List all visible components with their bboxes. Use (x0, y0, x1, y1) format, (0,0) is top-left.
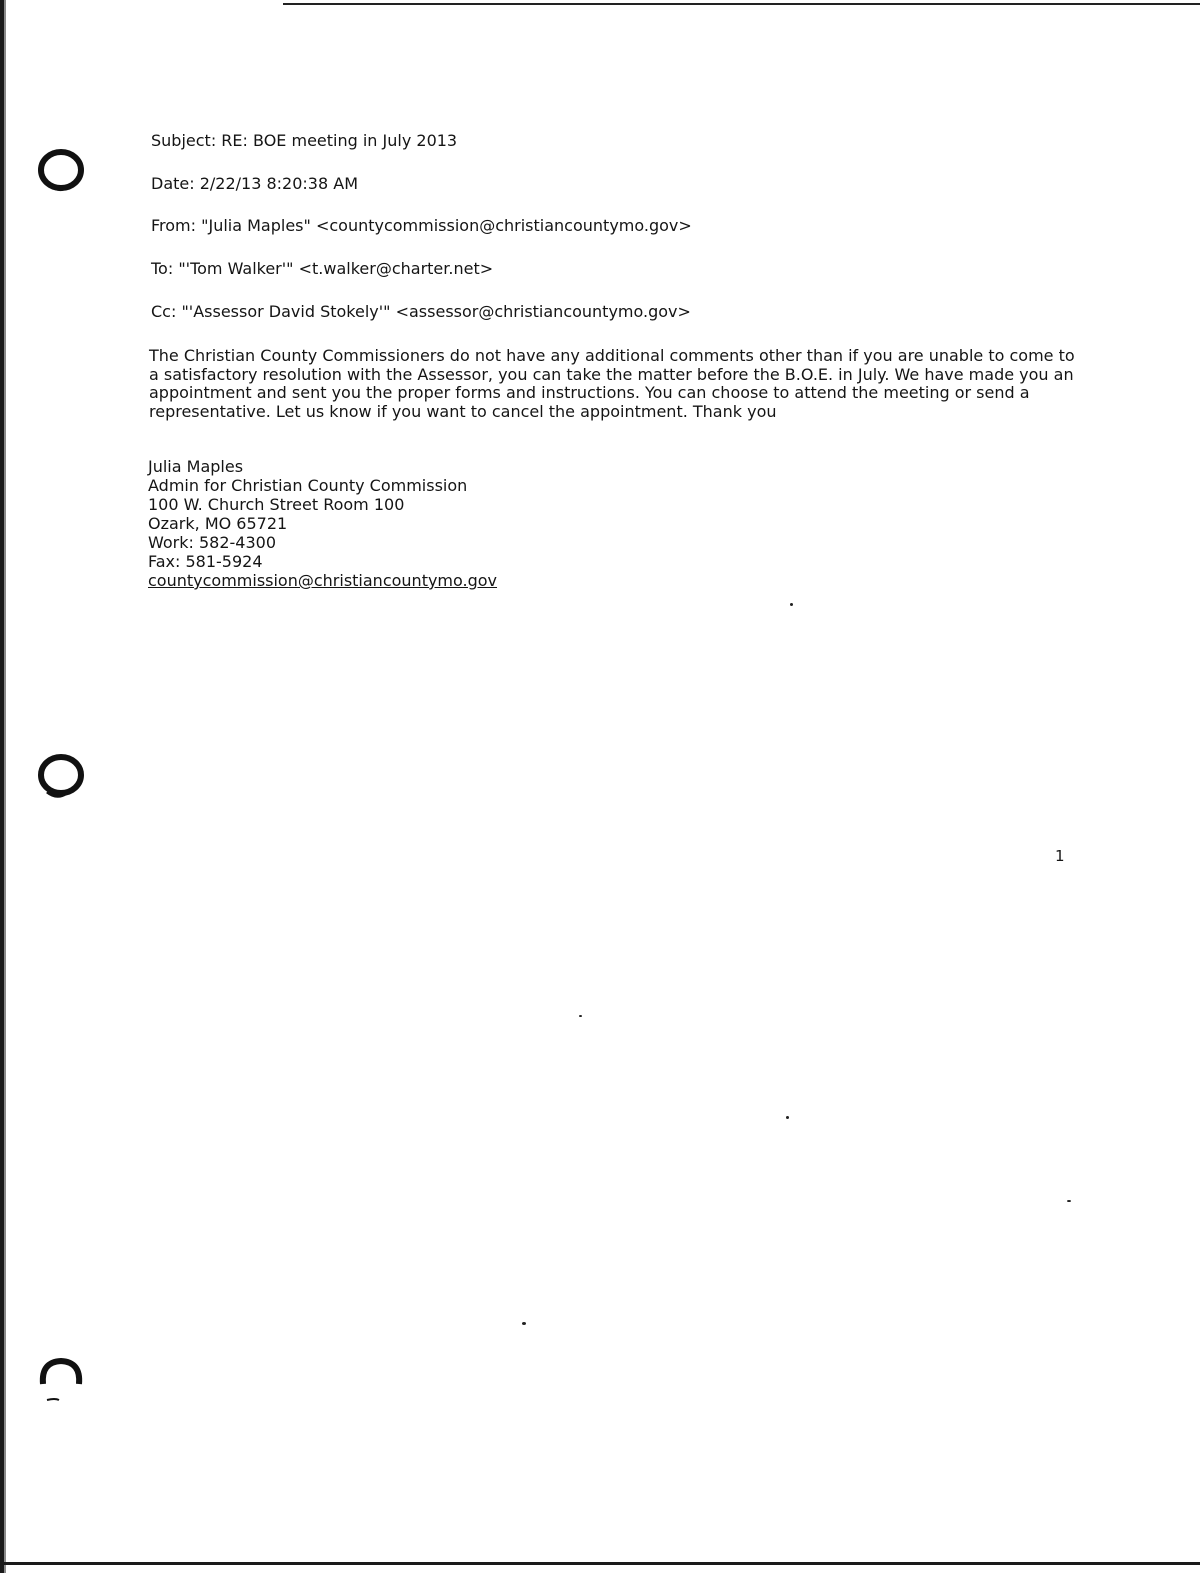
email-cc: Cc: "'Assessor David Stokely'" <assessor@christiancountymo.gov> (151, 302, 691, 321)
page-mark: 1 (1055, 847, 1065, 865)
signature-fax: Fax: 581-5924 (148, 552, 263, 571)
punch-hole-icon (37, 147, 85, 195)
scan-speck (522, 1322, 526, 1325)
email-date: Date: 2/22/13 8:20:38 AM (151, 174, 358, 193)
signature-street: 100 W. Church Street Room 100 (148, 495, 405, 514)
scan-speck (579, 1015, 582, 1017)
email-to: To: "'Tom Walker'" <t.walker@charter.net> (151, 259, 494, 278)
scan-speck (786, 1116, 789, 1119)
email-subject: Subject: RE: BOE meeting in July 2013 (151, 131, 458, 150)
email-from: From: "Julia Maples" <countycommission@christiancountymo.gov> (151, 216, 692, 235)
scan-speck (790, 603, 793, 606)
scan-bottom-edge (0, 1562, 1200, 1565)
email-body: The Christian County Commissioners do not have any additional comments other than if you are unable to come to a satisfactory resolution with the Assessor, you can take the matter before the B.O.E. in July. We have made you an appointment and sent you the proper forms and instructions. You can choose to attend the meeting or send a representative. Let us know if you want to cancel the appointment. Thank you (149, 346, 1075, 421)
signature-email-link[interactable]: countycommission@christiancountymo.gov (148, 571, 498, 590)
punch-hole-icon (37, 1356, 85, 1404)
signature-city: Ozark, MO 65721 (148, 514, 288, 533)
scan-top-edge (283, 3, 1200, 5)
scan-left-edge-shadow (4, 0, 6, 1573)
signature-name: Julia Maples (148, 457, 244, 476)
punch-hole-icon (37, 752, 85, 800)
scan-speck (1067, 1200, 1071, 1202)
email-signature (148, 457, 497, 590)
signature-work-phone: Work: 582-4300 (148, 533, 277, 552)
signature-title: Admin for Christian County Commission (148, 476, 468, 495)
